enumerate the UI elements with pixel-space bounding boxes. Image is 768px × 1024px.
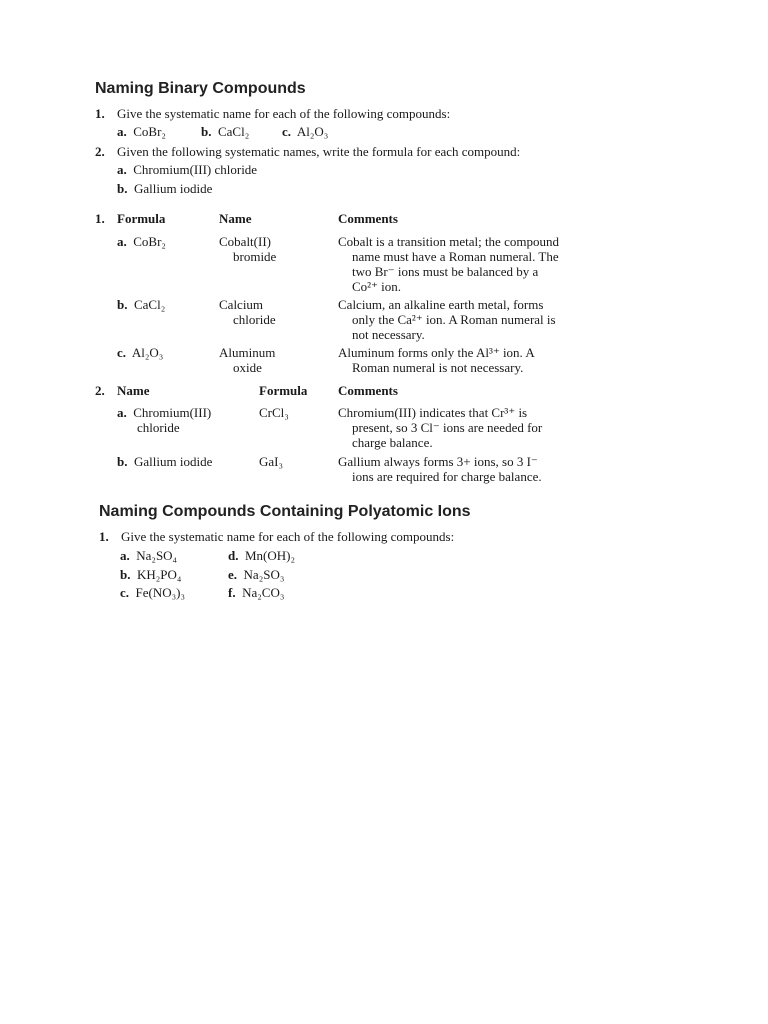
answers-1-header-number: 1. xyxy=(95,211,105,226)
answers-2-header-comments: Comments xyxy=(338,383,398,398)
answers-2-header-formula: Formula xyxy=(259,383,308,398)
row-letter: c. xyxy=(117,345,127,360)
comment-line: Chromium(III) indicates that Cr³⁺ is xyxy=(338,405,528,420)
answer-row-b-name xyxy=(219,297,276,327)
comment-line: name must have a Roman numeral. The xyxy=(352,249,559,264)
option-letter: d. xyxy=(228,548,239,563)
option-letter: b. xyxy=(117,181,128,196)
option-letter: f. xyxy=(228,585,236,600)
comment-line: charge balance. xyxy=(352,435,433,450)
answers-1-header-comments: Comments xyxy=(338,211,398,226)
question-text: Give the systematic name for each of the following compounds: xyxy=(121,529,455,544)
comment-line: not necessary. xyxy=(352,327,425,342)
answer2-row-a-comments xyxy=(338,405,542,450)
question-number: 1. xyxy=(95,106,105,121)
option-text: Chromium(III) chloride xyxy=(133,162,258,177)
answer-row-b-formula xyxy=(117,297,165,312)
question-1-option-a xyxy=(117,124,166,140)
question-number: 1. xyxy=(99,529,109,544)
row-letter: a. xyxy=(117,234,127,249)
row-formula: Al₂O₃ xyxy=(131,345,164,360)
answer-row-a-name xyxy=(219,234,276,264)
name-line: Aluminum xyxy=(219,345,276,360)
name-line: Gallium iodide xyxy=(133,454,213,469)
question-1 xyxy=(95,106,450,122)
comment-line: Co²⁺ ion. xyxy=(352,279,402,294)
question-1-option-b xyxy=(201,124,249,140)
answers-1-header-formula: Formula xyxy=(117,211,166,226)
option-letter: a. xyxy=(117,162,127,177)
option-formula: CaCl₂ xyxy=(217,124,250,139)
answer2-row-b-formula: GaI₃ xyxy=(259,454,284,469)
answer2-row-b-name xyxy=(117,454,212,469)
option-formula: Na₂SO₄ xyxy=(136,548,178,563)
answer-row-c-comments xyxy=(338,345,535,375)
name-line: chloride xyxy=(137,420,180,435)
name-line: Chromium(III) xyxy=(133,405,212,420)
option-formula: Na₂SO₃ xyxy=(243,567,285,582)
name-line: Cobalt(II) xyxy=(219,234,271,249)
answers-2-header-name: Name xyxy=(117,383,150,398)
question-text: Give the systematic name for each of the following compounds: xyxy=(117,106,451,121)
polyatomic-option-c xyxy=(120,585,185,601)
name-line: Calcium xyxy=(219,297,264,312)
row-formula: CaCl₂ xyxy=(133,297,166,312)
polyatomic-option-a xyxy=(120,548,177,564)
comment-line: present, so 3 Cl⁻ ions are needed for xyxy=(352,420,543,435)
option-letter: a. xyxy=(120,548,130,563)
polyatomic-option-e xyxy=(228,567,284,583)
option-formula: Na₂CO₃ xyxy=(242,585,285,600)
option-formula: Al₂O₃ xyxy=(296,124,329,139)
row-letter: a. xyxy=(117,405,127,420)
question-2-option-b xyxy=(117,181,212,197)
option-letter: e. xyxy=(228,567,238,582)
option-letter: b. xyxy=(120,567,131,582)
answer2-row-b-comments xyxy=(338,454,542,484)
answer-row-c-name xyxy=(219,345,275,375)
section-heading-binary: Naming Binary Compounds xyxy=(95,80,306,97)
option-letter: c. xyxy=(120,585,130,600)
section-heading-polyatomic: Naming Compounds Containing Polyatomic Ions xyxy=(99,503,471,520)
option-formula: Fe(NO₃)₃ xyxy=(135,585,186,600)
row-formula: CoBr₂ xyxy=(133,234,166,249)
option-formula: KH₂PO₄ xyxy=(136,567,182,582)
option-formula: Mn(OH)₂ xyxy=(244,548,296,563)
answer-row-a-comments xyxy=(338,234,559,294)
question-1-option-c xyxy=(282,124,328,140)
row-letter: b. xyxy=(117,297,128,312)
polyatomic-option-f xyxy=(228,585,284,601)
answer2-row-a-formula: CrCl₃ xyxy=(259,405,289,420)
polyatomic-option-b xyxy=(120,567,181,583)
comment-line: ions are required for charge balance. xyxy=(352,469,542,484)
comment-line: Roman numeral is not necessary. xyxy=(352,360,524,375)
row-letter: b. xyxy=(117,454,128,469)
name-line: chloride xyxy=(233,312,276,327)
answers-1-header-name: Name xyxy=(219,211,252,226)
polyatomic-option-d xyxy=(228,548,295,564)
comment-line: Cobalt is a transition metal; the compound xyxy=(338,234,559,249)
option-letter: c. xyxy=(282,124,292,139)
answers-2-header-number: 2. xyxy=(95,383,105,398)
question-text: Given the following systematic names, write the formula for each compound: xyxy=(117,144,521,159)
name-line: oxide xyxy=(233,360,262,375)
comment-line: Gallium always forms 3+ ions, so 3 I⁻ xyxy=(338,454,538,469)
question-2 xyxy=(95,144,520,160)
answer2-row-a-name xyxy=(117,405,211,435)
comment-line: two Br⁻ ions must be balanced by a xyxy=(352,264,539,279)
comment-line: Aluminum forms only the Al³⁺ ion. A xyxy=(338,345,535,360)
comment-line: Calcium, an alkaline earth metal, forms xyxy=(338,297,544,312)
option-text: Gallium iodide xyxy=(133,181,213,196)
answer-row-b-comments xyxy=(338,297,556,342)
name-line: bromide xyxy=(233,249,277,264)
question-number: 2. xyxy=(95,144,105,159)
answer-row-c-formula xyxy=(117,345,163,360)
polyatomic-question-1 xyxy=(99,529,454,545)
question-2-option-a xyxy=(117,162,257,178)
option-letter: a. xyxy=(117,124,127,139)
option-letter: b. xyxy=(201,124,212,139)
comment-line: only the Ca²⁺ ion. A Roman numeral is xyxy=(352,312,556,327)
option-formula: CoBr₂ xyxy=(133,124,166,139)
answer-row-a-formula xyxy=(117,234,166,249)
